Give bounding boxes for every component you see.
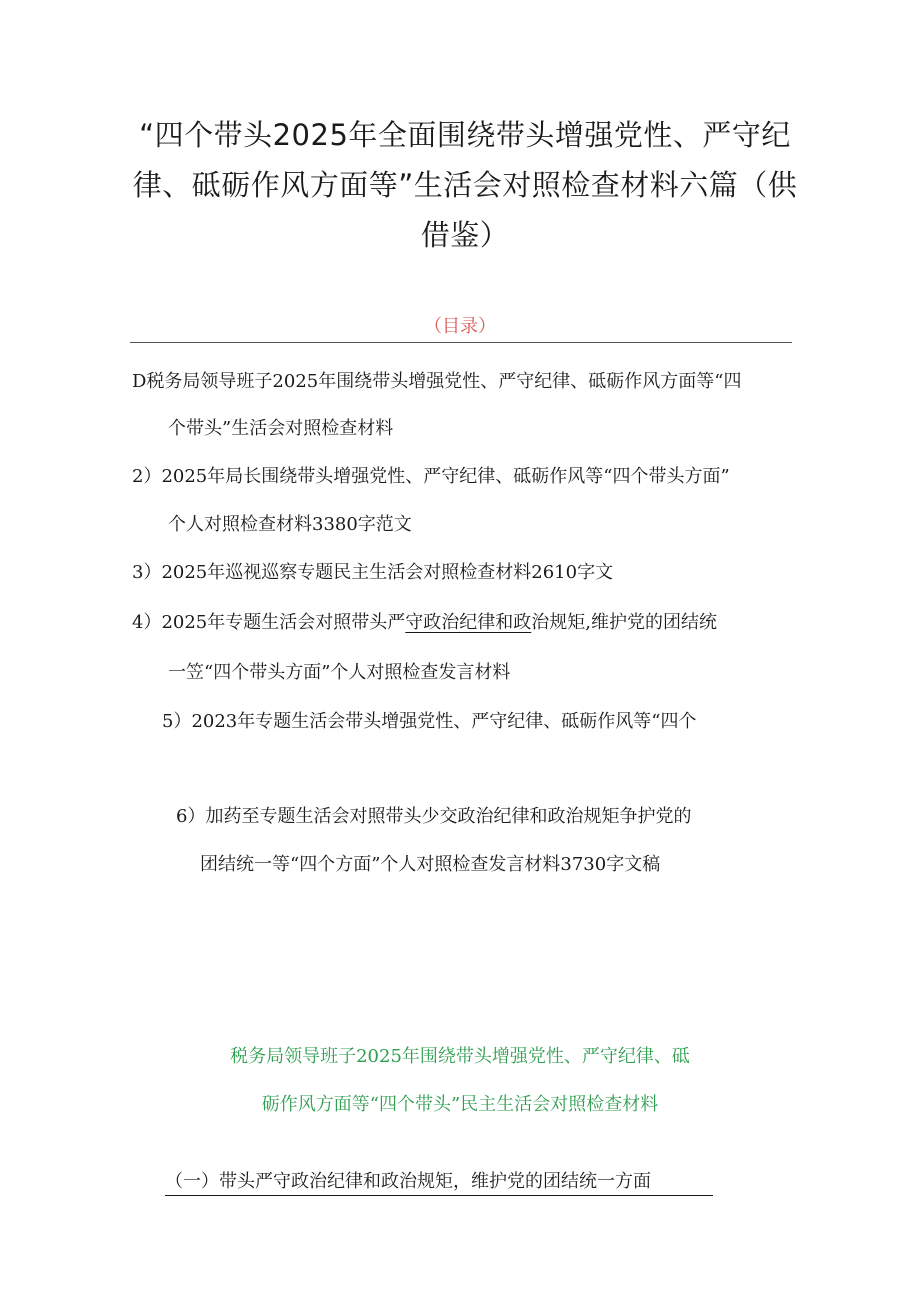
toc-item-4-underlined-text: 守政治纪律和政 bbox=[405, 612, 532, 633]
toc-item-2-line-2: 个人对照检查材料3380字范文 bbox=[168, 514, 412, 535]
toc-item-4-text-a: 4）2025年专题生活会对照带头严 bbox=[132, 612, 406, 633]
document-title bbox=[120, 110, 810, 260]
toc-item-4-line-2: 一笠“四个带头方面”个人对照检查发言材料 bbox=[168, 662, 511, 683]
title-line-3: 借鉴） bbox=[420, 218, 510, 252]
toc-item-2-line-1: 2）2025年局长围绕带头增强党性、严守纪律、砥砺作风等“四个带头方面” bbox=[132, 466, 730, 487]
section-title-line-1: 税务局领导班子2025年围绕带头增强党性、严守纪律、砥 bbox=[230, 1046, 690, 1067]
toc-item-6-line-1: 6）加药至专题生活会对照带头少交政治纪律和政治规矩争护党的 bbox=[176, 806, 692, 827]
toc-item-4-text-c: 治规矩,维护党的团结统 bbox=[531, 612, 717, 633]
toc-item-1-line-2: 个带头”生活会对照检查材料 bbox=[168, 418, 394, 439]
title-line-1: “四个带头2025年全面围绕带头增强党性、严守纪 bbox=[139, 118, 791, 152]
toc-item-1-line-1: D税务局领导班子2025年围绕带头增强党性、严守纪律、砥砺作风方面等“四 bbox=[132, 371, 742, 392]
toc-heading: （目录） bbox=[424, 316, 496, 337]
section-title-line-2: 砺作风方面等“四个带头”民主生活会对照检查材料 bbox=[261, 1094, 659, 1115]
title-line-2: 律、砥砺作风方面等”生活会对照检查材料六篇（供 bbox=[132, 168, 798, 202]
toc-item-5-line-1: 5）2023年专题生活会带头增强党性、严守纪律、砥砺作风等“四个 bbox=[162, 711, 697, 732]
toc-item-6-line-2: 团结统一等“四个方面”个人对照检查发言材料3730字文稿 bbox=[200, 854, 661, 875]
toc-item-4-line-1 bbox=[132, 608, 717, 634]
subsection-heading: （一）带头严守政治纪律和政治规矩，维护党的团结统一方面 bbox=[165, 1167, 713, 1196]
toc-divider bbox=[130, 342, 792, 343]
toc-item-3-line-1: 3）2025年巡视巡察专题民主生活会对照检查材料2610字文 bbox=[132, 562, 614, 583]
